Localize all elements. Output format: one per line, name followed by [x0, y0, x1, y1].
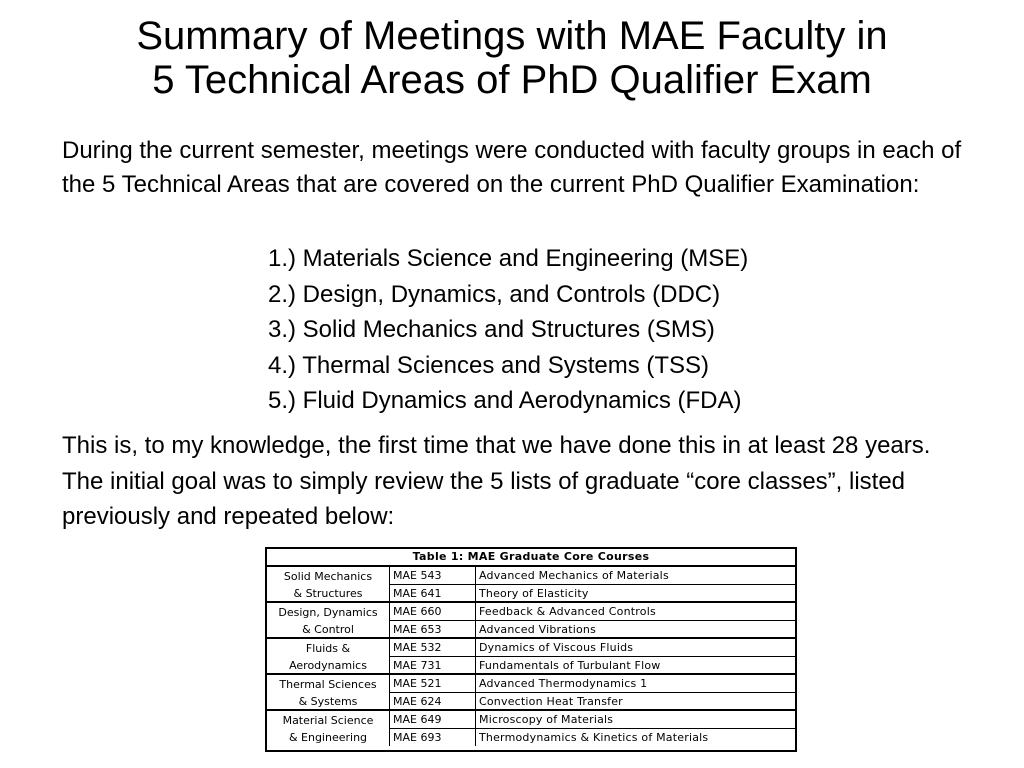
- course-list: [390, 639, 795, 673]
- technical-areas-list: [268, 241, 968, 419]
- area-item: 3.) Solid Mechanics and Structures (SMS): [268, 316, 715, 343]
- course-code: MAE 532: [390, 639, 476, 656]
- area-item: 2.) Design, Dynamics, and Controls (DDC): [268, 280, 721, 308]
- slide-title: [0, 14, 1024, 102]
- area-name-line: Design, Dynamics: [278, 606, 378, 619]
- area-cell: [267, 603, 390, 637]
- intro-paragraph: During the current semester, meetings were conducted with faculty groups in each of the 5 Technical Areas that are covered on the current PhD Qualifier Examination:: [62, 137, 962, 198]
- course-code: MAE 731: [390, 657, 476, 674]
- second-paragraph: This is, to my knowledge, the first time that we have done this in at least 28 years. The initial goal was to simply review the 5 lists of graduate “core classes”, listed previously and repeated below:: [62, 432, 931, 530]
- area-name-line: & Systems: [298, 695, 358, 708]
- area-name-line: & Structures: [293, 587, 363, 600]
- table-row: [390, 675, 795, 692]
- course-code: MAE 653: [390, 621, 476, 638]
- area-item: 5.) Fluid Dynamics and Aerodynamics (FDA): [268, 387, 742, 414]
- course-name: Fundamentals of Turbulant Flow: [479, 659, 661, 672]
- course-name: Microscopy of Materials: [479, 713, 614, 726]
- table-title: Table 1: MAE Graduate Core Courses: [267, 549, 795, 567]
- table-row: [390, 620, 795, 638]
- course-name: Feedback & Advanced Controls: [479, 605, 656, 618]
- area-item: 1.) Materials Science and Engineering (MSE): [268, 245, 749, 272]
- course-list: [390, 711, 795, 746]
- core-courses-table: [265, 547, 797, 752]
- course-name: Advanced Thermodynamics 1: [479, 677, 648, 690]
- area-name-line: Aerodynamics: [289, 659, 367, 672]
- course-name: Dynamics of Viscous Fluids: [479, 641, 634, 654]
- title-line-1: Summary of Meetings with MAE Faculty in: [136, 14, 888, 58]
- area-cell: [267, 675, 390, 709]
- table-row: [390, 711, 795, 728]
- course-code: MAE 521: [390, 675, 476, 692]
- course-code: MAE 649: [390, 711, 476, 728]
- course-code: MAE 641: [390, 585, 476, 602]
- area-name-line: & Engineering: [288, 731, 368, 744]
- table-group: [267, 711, 795, 746]
- table-row: [390, 728, 795, 746]
- course-name: Theory of Elasticity: [479, 587, 589, 600]
- area-item: 4.) Thermal Sciences and Systems (TSS): [268, 351, 710, 379]
- course-name: Thermodynamics & Kinetics of Materials: [479, 731, 709, 744]
- course-list: [390, 675, 795, 709]
- course-name: Convection Heat Transfer: [479, 695, 623, 708]
- table-row: [390, 584, 795, 602]
- course-name: Advanced Mechanics of Materials: [479, 569, 669, 582]
- course-list: [390, 603, 795, 637]
- course-name: Advanced Vibrations: [479, 623, 597, 636]
- area-name-line: Fluids &: [305, 642, 351, 655]
- table-row: [390, 603, 795, 620]
- area-cell: [267, 639, 390, 673]
- course-code: MAE 693: [390, 729, 476, 746]
- table-row: [390, 656, 795, 674]
- area-cell: [267, 711, 390, 746]
- area-name-line: Thermal Sciences: [279, 678, 377, 691]
- table-group: [267, 567, 795, 603]
- table-group: [267, 639, 795, 675]
- course-code: MAE 624: [390, 693, 476, 710]
- table-row: [390, 639, 795, 656]
- course-code: MAE 660: [390, 603, 476, 620]
- course-list: [390, 567, 795, 601]
- table-row: [390, 567, 795, 584]
- table-group: [267, 675, 795, 711]
- title-line-2: 5 Technical Areas of PhD Qualifier Exam: [152, 58, 872, 102]
- table-group: [267, 603, 795, 639]
- table-row: [390, 692, 795, 710]
- area-name-line: & Control: [302, 623, 354, 636]
- course-code: MAE 543: [390, 567, 476, 584]
- area-name-line: Solid Mechanics: [283, 570, 373, 583]
- area-cell: [267, 567, 390, 601]
- area-name-line: Material Science: [282, 714, 374, 727]
